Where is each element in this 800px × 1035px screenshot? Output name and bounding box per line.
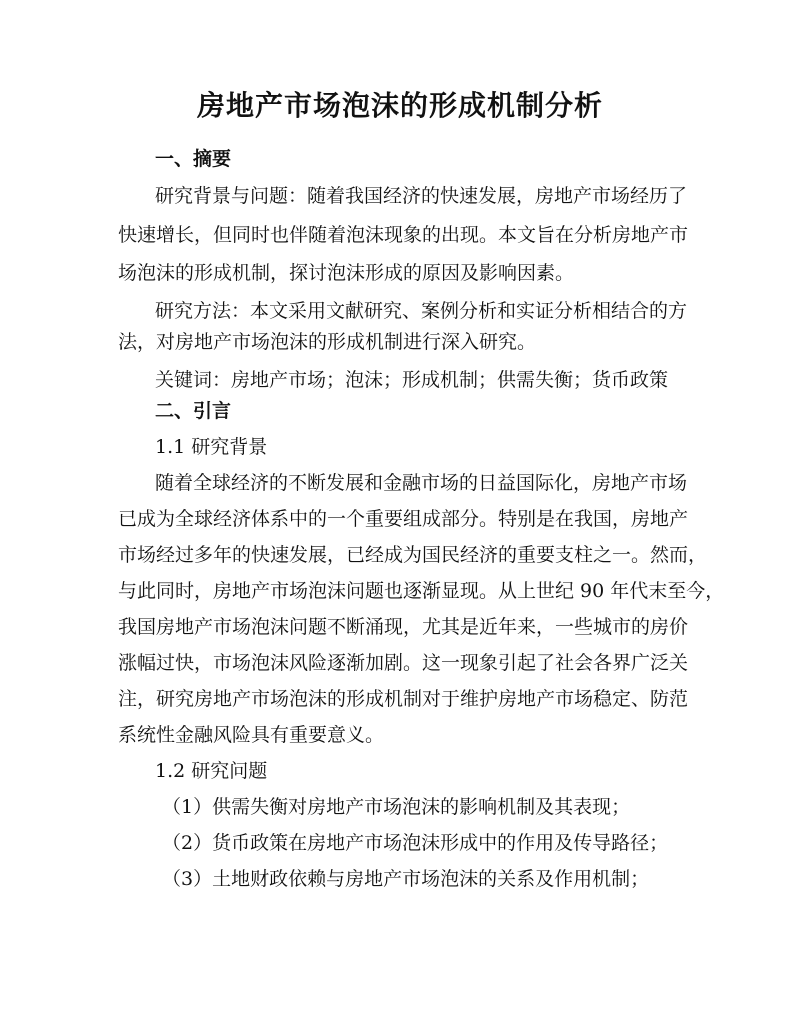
paragraph-line: 涨幅过快，市场泡沫风险逐渐加剧。这一现象引起了社会各界广泛关 <box>118 652 689 674</box>
paragraph-line: 研究背景与问题：随着我国经济的快速发展，房地产市场经历了 <box>155 185 688 207</box>
subsection-heading: 1.1 研究背景 <box>155 436 268 458</box>
list-item: （1）供需失衡对房地产市场泡沫的影响机制及其表现； <box>162 796 631 818</box>
section-heading-introduction: 二、引言 <box>155 400 232 422</box>
paragraph-line: 系统性金融风险具有重要意义。 <box>118 724 385 746</box>
paragraph-line: 我国房地产市场泡沫问题不断涌现，尤其是近年来，一些城市的房价 <box>118 616 689 638</box>
section-heading-abstract: 一、摘要 <box>155 148 232 170</box>
paragraph-line: 与此同时，房地产市场泡沫问题也逐渐显现。从上世纪 90 年代末至今， <box>118 580 725 602</box>
paragraph-line: 法，对房地产市场泡沫的形成机制进行深入研究。 <box>118 331 537 353</box>
list-item: （2）货币政策在房地产市场泡沫形成中的作用及传导路径； <box>162 832 669 854</box>
paragraph-line: 已成为全球经济体系中的一个重要组成部分。特别是在我国，房地产 <box>118 508 689 530</box>
paragraph-line: 市场经过多年的快速发展，已经成为国民经济的重要支柱之一。然而， <box>118 544 708 566</box>
page-title: 房地产市场泡沫的形成机制分析 <box>196 89 603 122</box>
keywords-line: 关键词：房地产市场；泡沫；形成机制；供需失衡；货币政策 <box>155 369 669 391</box>
paragraph-line: 随着全球经济的不断发展和金融市场的日益国际化，房地产市场 <box>155 472 688 494</box>
paragraph-line: 场泡沫的形成机制，探讨泡沫形成的原因及影响因素。 <box>118 262 575 284</box>
subsection-heading: 1.2 研究问题 <box>155 760 268 782</box>
paragraph-line: 快速增长，但同时也伴随着泡沫现象的出现。本文旨在分析房地产市 <box>118 224 689 246</box>
list-item: （3）土地财政依赖与房地产市场泡沫的关系及作用机制； <box>162 868 650 890</box>
paragraph-line: 研究方法：本文采用文献研究、案例分析和实证分析相结合的方 <box>155 300 688 322</box>
paragraph-line: 注，研究房地产市场泡沫的形成机制对于维护房地产市场稳定、防范 <box>118 688 689 710</box>
